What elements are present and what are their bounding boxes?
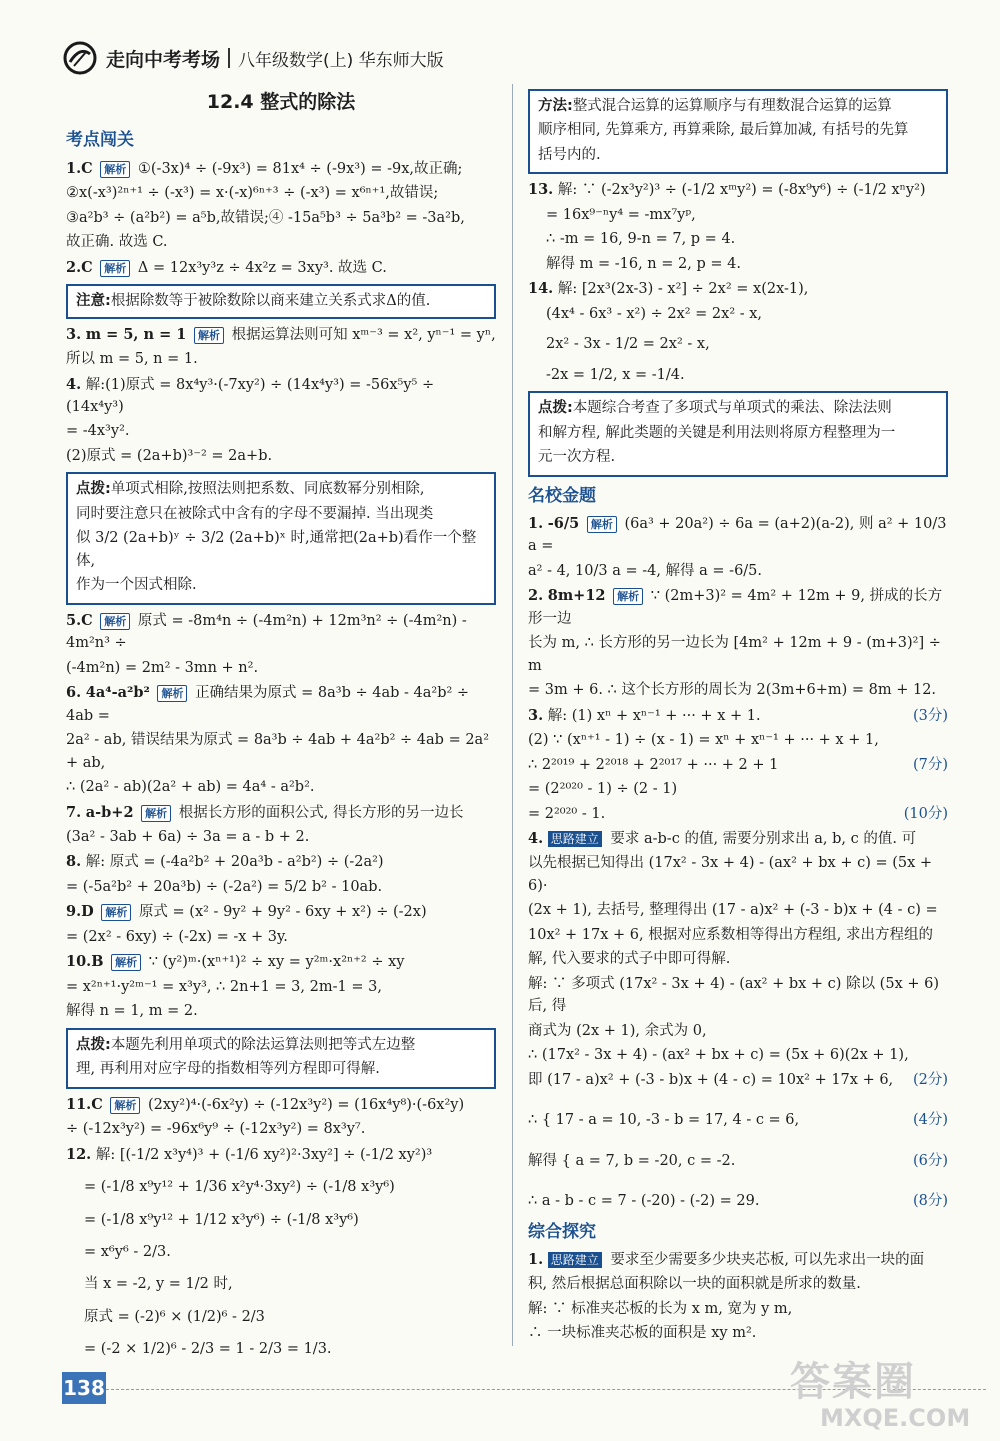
watermark-url: MXQE.COM	[820, 1404, 971, 1432]
answer-item-9: 9.D 解析 原式 = (x² - 9y² + 9y² - 6xy + x²) ÷ (-2x) = (2x² - 6xy) ÷ (-2x) = -x + 3y.	[66, 903, 427, 945]
answer-item-14: 14. 解: [2x³(2x-3) - x²] ÷ 2x² = x(2x-1), (4x⁴ - 6x³ - x²) ÷ 2x² = 2x² - x, 2x² - 3x - 1/2 = 2x² - x, -2x = 1/2, x = -1/4.	[528, 280, 809, 383]
analysis-tag: 解析	[100, 161, 130, 178]
answer-item-1: 1.C 解析 ①(-3x)⁴ ÷ (-9x³) = 81x⁴ ÷ (-9x³) = -9x,故正确; ②x(-x³)²ⁿ⁺¹ ÷ (-x³) = x·(-x)⁶ⁿ⁺³ ÷ (-x³) = x⁶ⁿ⁺¹,故错误; ③a²b³ ÷ (a²b²) = a⁵b,故错误;④ -15a⁵b³ ÷ 5a³b² = -3a²b, 故正确. 故选 C.	[66, 159, 465, 251]
section-title: 12.4 整式的除法	[206, 91, 356, 113]
logo-icon	[62, 40, 98, 76]
answer-item-2: 2.C 解析 Δ = 12x³y³z ÷ 4x²z = 3xy³. 故选 C.	[66, 258, 387, 276]
watermark-logo: 答案圈	[790, 1359, 916, 1405]
left-column	[66, 84, 496, 1364]
answer-item-5: 5.C 解析 原式 = -8m⁴n ÷ (-4m²n) + 12m³n² ÷ (-4m²n) - 4m²n³ ÷ (-4m²n) = 2m² - 3mn + n².	[66, 611, 467, 676]
answer-item-zh1: 1. 思路建立 要求至少需要多少块夹芯板, 可以先求出一块的面 积, 然后根据总面积除以一块的面积就是所求的数量. 解: ∵ 标准夹芯板的长为 x m, 宽为 y m, ∴ 一块标准夹芯板的面积是 xy m².	[528, 1250, 925, 1342]
answer-item-mx3: 3. 解: (1) xⁿ + xⁿ⁻¹ + ··· + x + 1. (3分) (2) ∵ (xⁿ⁺¹ - 1) ÷ (x - 1) = xⁿ + xⁿ⁻¹ + ··· + x + 1, ∴ 2²⁰¹⁹ + 2²⁰¹⁸ + 2²⁰¹⁷ + ··· + 2 + 1 (7分) = (2²⁰²⁰ - 1) ÷ (2 - 1) = 2²⁰²⁰ - 1. (10分)	[528, 706, 948, 822]
column-divider	[512, 84, 513, 1346]
analysis-tag: 解析	[110, 1097, 140, 1114]
tip-box-3: 点拨:本题综合考查了多项式与单项式的乘法、除法法则 和解方程, 解此类题的关键是利用法则将原方程整理为一 元一次方程.	[528, 391, 948, 476]
answer-item-13: 13. 解: ∵ (-2x³y²)³ ÷ (-1/2 xᵐy²) = (-8x⁹y⁶) ÷ (-1/2 xⁿy²) = 16x⁹⁻ⁿy⁴ = -mx⁷yᵖ, ∴ -m = 16, 9-n = 7, p = 4. 解得 m = -16, n = 2, p = 4.	[528, 181, 926, 272]
analysis-tag: 解析	[194, 327, 224, 344]
tip-box-1: 点拨:单项式相除,按照法则把系数、同底数幂分别相除, 同时要注意只在被除式中含有的字母不要漏掉. 当出现类 似 3/2 (2a+b)ʸ ÷ 3/2 (2a+b)ˣ 时,通常把(2a+b)看作一个整体, 作为一个因式相除.	[66, 472, 496, 604]
answer-item-10: 10.B 解析 ∵ (y²)ᵐ·(xⁿ⁺¹)² ÷ xy = y²ᵐ·x²ⁿ⁺² ÷ xy = x²ⁿ⁺¹·y²ᵐ⁻¹ = x³y³, ∴ 2n+1 = 3, 2m-1 = 3, 解得 n = 1, m = 2.	[66, 953, 405, 1020]
analysis-tag: 解析	[101, 904, 131, 921]
book-subtitle: 八年级数学(上) 华东师大版	[238, 50, 444, 71]
answer-item-mx2: 2. 8m+12 解析 ∵ (2m+3)² = 4m² + 12m + 9, 拼成的长方形一边 长为 m, ∴ 长方形的另一边长为 [4m² + 12m + 9 - (m+3)²] ÷ m = 3m + 6. ∴ 这个长方形的周长为 2(3m+6+m) = 8m + 12.	[528, 587, 943, 699]
brand-name: 走向中考考场	[106, 48, 221, 71]
answer-item-7: 7. a-b+2 解析 根据长方形的面积公式, 得长方形的另一边长 (3a² - 3ab + 6a) ÷ 3a = a - b + 2.	[66, 803, 464, 845]
answer-item-12: 12. 解: [(-1/2 x³y⁴)³ + (-1/6 xy²)²·3xy²] ÷ (-1/2 xy²)³ = (-1/8 x⁹y¹² + 1/36 x²y⁴·3xy²) ÷ (-1/8 x³y⁶) = (-1/8 x⁹y¹² + 1/12 x³y⁶) ÷ (-1/8 x³y⁶) = x⁶y⁶ - 2/3. 当 x = -2, y = 1/2 时, 原式 = (-2)⁶ × (1/2)⁶ - 2/3 = (-2 × 1/2)⁶ - 2/3 = 1 - 2/3 = 1/3.	[66, 1145, 433, 1358]
header	[62, 40, 444, 76]
analysis-tag: 解析	[157, 685, 187, 702]
analysis-tag: 解析	[141, 805, 171, 822]
answer-item-4: 4. 解:(1)原式 = 8x⁴y³·(-7xy²) ÷ (14x⁴y³) = -56x⁵y⁵ ÷ (14x⁴y³) = -4x³y². (2)原式 = (2a+b)³⁻² = 2a+b.	[66, 375, 435, 464]
answer-item-11: 11.C 解析 (2xy²)⁴·(-6x²y) ÷ (-12x³y²) = (16x⁴y⁸)·(-6x²y) ÷ (-12x³y²) = -96x⁶y⁹ ÷ (-12x³y²) = 8x³y⁷.	[66, 1095, 465, 1138]
thinking-tag: 思路建立	[548, 831, 602, 847]
note-box: 注意:根据除数等于被除数除以商来建立关系式求Δ的值.	[66, 284, 496, 318]
analysis-tag: 解析	[100, 260, 130, 277]
analysis-tag: 解析	[613, 588, 643, 605]
analysis-tag: 解析	[587, 516, 617, 533]
answer-item-8: 8. 解: 原式 = (-4a²b² + 20a³b - a²b²) ÷ (-2a²) = (-5a²b² + 20a³b) ÷ (-2a²) = 5/2 b² - 10ab.	[66, 853, 384, 895]
answer-item-3: 3. m = 5, n = 1 解析 根据运算法则可知 xᵐ⁻³ = x², yⁿ⁻¹ = yⁿ, 所以 m = 5, n = 1.	[66, 325, 496, 368]
page-number: 138	[62, 1372, 106, 1404]
thinking-tag: 思路建立	[548, 1252, 602, 1268]
right-column	[528, 84, 948, 1348]
method-box: 方法:整式混合运算的运算顺序与有理数混合运算的运算 顺序相同, 先算乘方, 再算乘除, 最后算加减, 有括号的先算 括号内的.	[528, 89, 948, 174]
tip-box-2: 点拨:本题先利用单项式的除法运算法则把等式左边整 理, 再利用对应字母的指数相等列方程即可得解.	[66, 1028, 496, 1089]
header-divider	[228, 48, 230, 68]
answer-item-mx4: 4. 思路建立 要求 a-b-c 的值, 需要分别求出 a, b, c 的值. 可 以先根据已知得出 (17x² - 3x + 4) - (ax² + bx + c) = (5x + 6)· (2x + 1), 去括号, 整理得出 (17 - a)x² + (-3 - b)x + (4 - c) = 10x² + 17x + 6, 根据对应系数相等得出方程组, 求出方程组的 解, 代入要求的式子中即可得解. 解: ∵ 多项式 (17x² - 3x + 4) - (ax² + bx + c) 除以 (5x + 6) 后, 得 商式为 (2x + 1), 余式为 0, ∴ (17x² - 3x + 4) - (ax² + bx + c) = (5x + 6)(2x + 1), 即 (17 - a)x² + (-3 - b)x + (4 - c) = 10x² + 17x + 6, (2分) ∴ { 17 - a = 10, -3 - b = 17, 4 - c = 6, (4分) 解得 { a = 7, b = -20, c = -2. (6分) ∴ a - b - c = 7 - (-20) - (-2) = 29. (8分)	[528, 830, 948, 1210]
answer-item-6: 6. 4a⁴-a²b² 解析 正确结果为原式 = 8a³b ÷ 4ab - 4a²b² ÷ 4ab = 2a² - ab, 错误结果为原式 = 8a³b ÷ 4ab + 4a²b² ÷ 4ab = 2a² + ab, ∴ (2a² - ab)(2a² + ab) = 4a⁴ - a²b².	[66, 684, 490, 796]
answer-item-mx1: 1. -6/5 解析 (6a³ + 20a²) ÷ 6a = (a+2)(a-2), 则 a² + 10/3 a = a² - 4, 10/3 a = -4, 解得 a = -6/5.	[528, 514, 947, 579]
analysis-tag: 解析	[111, 954, 141, 971]
section-heading-zonghe: 综合探究	[528, 1221, 596, 1242]
section-heading-mingxiao: 名校金题	[528, 485, 596, 506]
analysis-tag: 解析	[100, 613, 130, 630]
section-heading-kaodian: 考点闯关	[66, 130, 134, 151]
